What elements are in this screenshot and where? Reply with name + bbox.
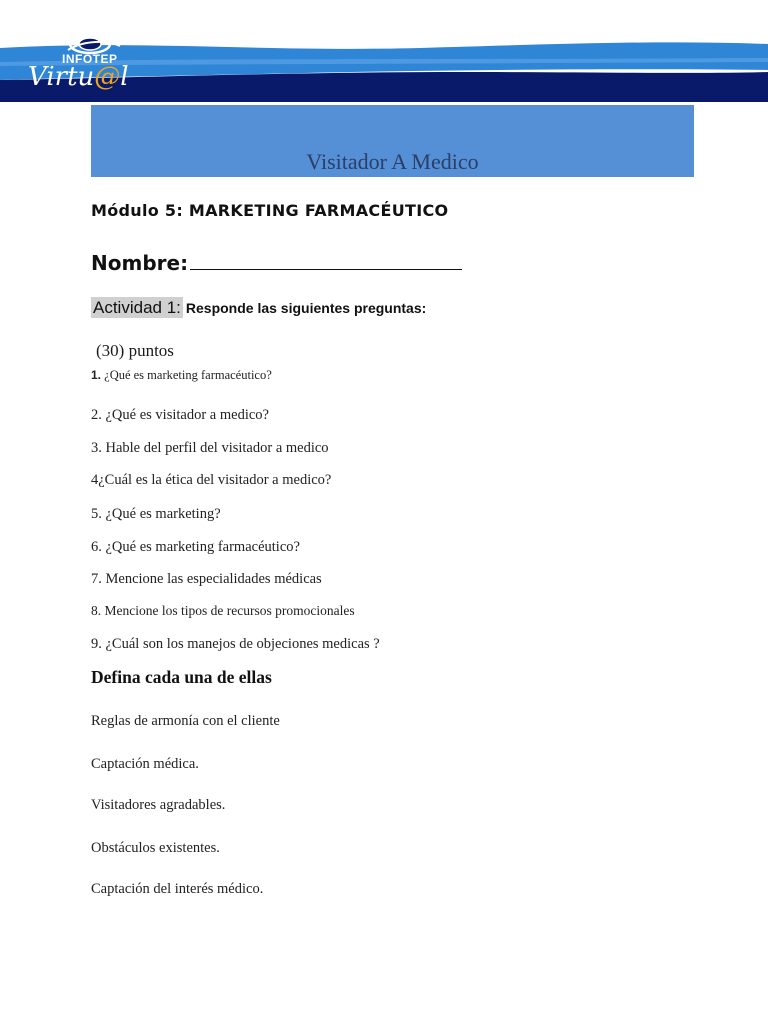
question-8: 8. Mencione los tipos de recursos promocionales [91,603,355,618]
question-4: 4¿Cuál es la ética del visitador a medico? [91,472,332,488]
define-item: Visitadores agradables. [91,797,226,813]
brand-virtual-text: Virtu@l [28,62,129,92]
question-7: 7. Mencione las especialidades médicas [91,571,322,587]
title-banner [91,105,694,177]
question-2: 2. ¿Qué es visitador a medico? [91,407,269,423]
header-band [0,0,768,110]
question-6: 6. ¿Qué es marketing farmacéutico? [91,539,300,555]
name-label: Nombre: [91,251,189,275]
define-heading: Defina cada una de ellas [91,667,272,687]
define-item: Obstáculos existentes. [91,840,220,856]
document-title: Visitador A Medico [306,149,479,174]
module-heading: Módulo 5: MARKETING FARMACÉUTICO [91,201,449,220]
name-field [91,251,462,275]
activity-heading [91,298,426,318]
question-3: 3. Hable del perfil del visitador a medico [91,440,329,456]
points-label: (30) puntos [96,341,174,360]
name-blank-line [190,251,462,270]
question-9: 9. ¿Cuál son los manejos de objeciones medicas ? [91,636,380,652]
brand-infotep-text: INFOTEP [62,52,118,66]
define-item: Reglas de armonía con el cliente [91,713,280,729]
activity-tag: Actividad 1: [93,298,181,317]
infotep-virtual-logo [24,30,144,92]
question-1: 1. ¿Qué es marketing farmacéutico? [91,368,272,382]
question-5: 5. ¿Qué es marketing? [91,506,221,522]
define-item: Captación del interés médico. [91,881,264,897]
define-item: Captación médica. [91,756,199,772]
activity-instruction: Responde las siguientes preguntas: [185,300,427,316]
